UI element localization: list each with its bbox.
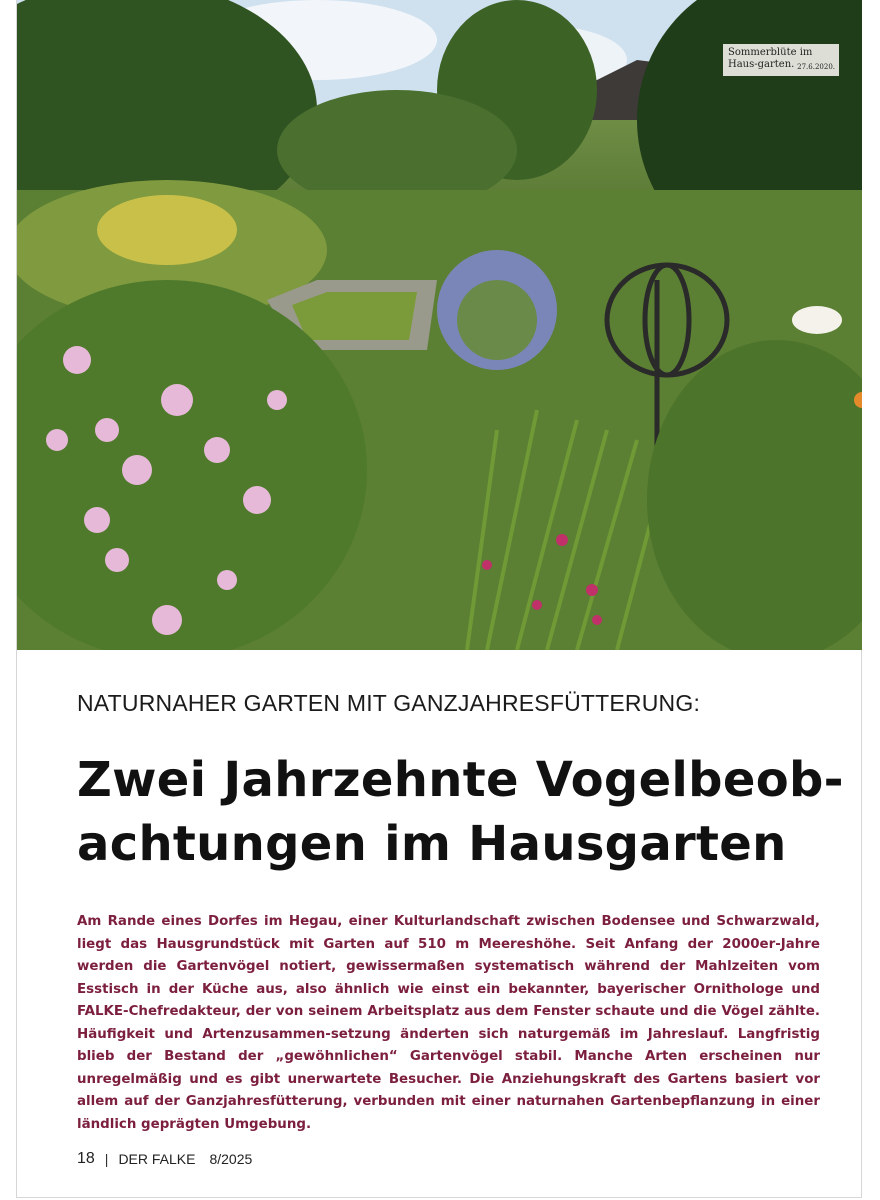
headline-line-1: Zwei Jahrzehnte Vogelbeob- xyxy=(77,752,844,808)
page-footer xyxy=(77,1150,252,1168)
garden-photo xyxy=(17,0,862,650)
photo-caption xyxy=(723,44,839,76)
headline-line-2: achtungen im Hausgarten xyxy=(77,816,787,872)
article-lead: Am Rande eines Dorfes im Hegau, einer Kulturlandschaft zwischen Bodensee und Schwarzwald, liegt das Hausgrundstück mit Garten auf 510 m Meereshöhe. Seit Anfang der 2000er-Jahre werden die Gartenvögel notiert, gewissermaßen systematisch während der Mahlzeiten vom Esstisch in der Küche aus, also ähnlich wie einst ein bekannter, bayerischer Ornithologe und FALKE-Chefredakteur, der von seinem Arbeitsplatz aus dem Fenster schaute und die Vögel zählte. Häufigkeit und Artenzusammen-setzung änderten sich naturgemäß im Jahreslauf. Langfristig blieb der Bestand der „gewöhnlichen“ Gartenvögel stabil. Manche Arten erscheinen nur unregelmäßig und es gibt unerwartete Besucher. Die Anziehungskraft des Gartens basiert vor allem auf der Ganzjahresfütterung, verbunden mit einer naturnahen Gartenbepflanzung in einer ländlich geprägten Umgebung. xyxy=(77,914,820,1132)
garden-photo-icon xyxy=(17,0,862,650)
article-kicker: NATURNAHER GARTEN MIT GANZJAHRESFÜTTERUNG: xyxy=(77,690,701,716)
caption-date: 27.6.2020. xyxy=(797,63,835,71)
issue-number: 8/2025 xyxy=(209,1151,253,1167)
page-number: 18 xyxy=(77,1150,95,1167)
footer-separator: | xyxy=(104,1151,109,1167)
caption-text: Sommerblüte im Haus-garten. xyxy=(728,47,813,70)
article-headline xyxy=(77,748,857,876)
magazine-name: DER FALKE xyxy=(118,1151,196,1167)
